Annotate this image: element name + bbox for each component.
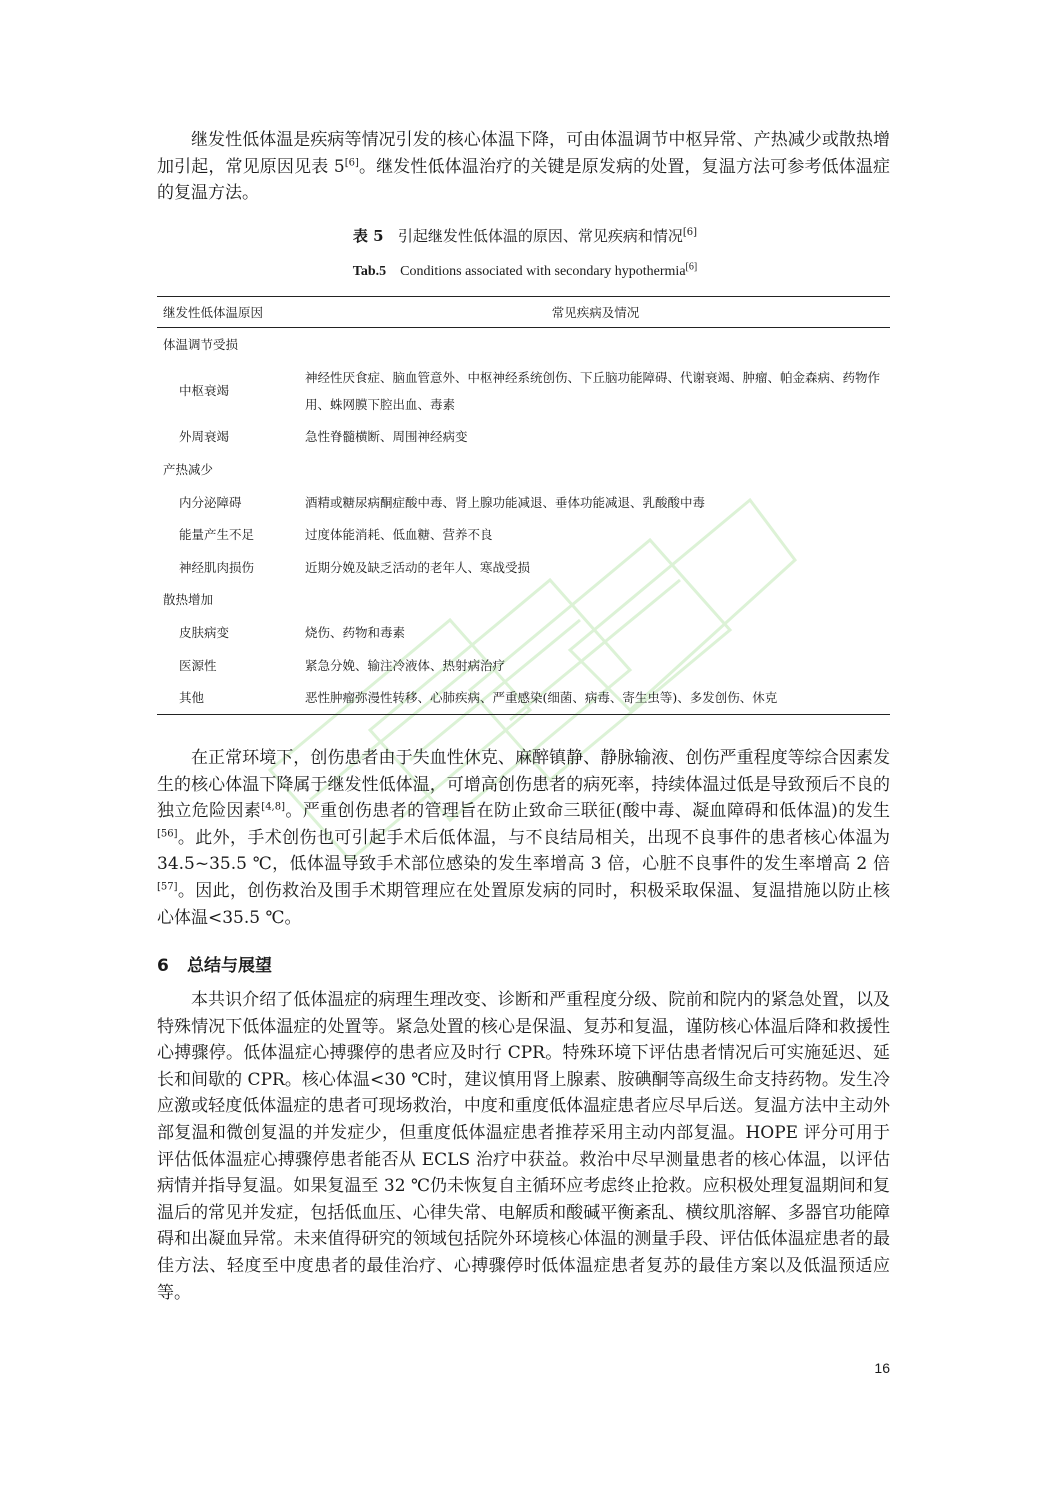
cause-cell: 神经肌肉损伤	[179, 559, 255, 575]
page-number: 16	[874, 1360, 890, 1376]
cause-cell: 医源性	[179, 657, 217, 673]
conditions-cell	[295, 584, 890, 617]
trauma-paragraph: 在正常环境下，创伤患者由于失血性休克、麻醉镇静、静脉输液、创伤严重程度等综合因素发生的核心体温下降属于继发性低体温，可增高创伤患者的病死率，持续体温过低是导致预后不良的独立危险因素[4,8]。严重创伤患者的管理旨在防止致命三联征(酸中毒、凝血障碍和低体温)的发生[56]。此外，手术创伤也可引起手术后低体温，与不良结局相关，出现不良事件的患者核心体温为 34.5~35.5 ℃，低体温导致手术部位感染的发生率增高 3 倍，心脏不良事件的发生率增高 2 倍[57]。因此，创伤救治及围手术期管理应在处置原发病的同时，积极采取保温、复温措施以防止核心体温<35.5 ℃。	[157, 748, 891, 928]
section-heading	[157, 951, 272, 976]
conditions-cell	[295, 328, 890, 361]
cause-cell: 中枢衰竭	[179, 383, 230, 399]
table-row	[157, 681, 890, 714]
table-row	[157, 421, 890, 454]
cause-cell: 能量产生不足	[179, 527, 255, 543]
table-row	[157, 518, 890, 551]
conditions-cell	[295, 453, 890, 486]
cause-cell: 产热减少	[163, 461, 214, 477]
cause-cell: 皮肤病变	[179, 624, 230, 640]
table-header-row	[157, 297, 890, 328]
conditions-cell: 神经性厌食症、脑血管意外、中枢神经系统创伤、下丘脑功能障碍、代谢衰竭、肿瘤、帕金森病、药物作用、蛛网膜下腔出血、毒素	[305, 369, 881, 412]
conditions-cell: 急性脊髓横断、周围神经病变	[305, 429, 468, 445]
table-category-row	[157, 453, 890, 486]
table-row	[157, 486, 890, 519]
conditions-cell: 烧伤、药物和毒素	[305, 624, 406, 640]
conditions-cell: 酒精或糖尿病酮症酸中毒、肾上腺功能减退、垂体功能减退、乳酸酸中毒	[305, 494, 706, 510]
header-cause: 继发性低体温原因	[157, 297, 295, 328]
cause-cell: 内分泌障碍	[179, 494, 242, 510]
cause-cell: 体温调节受损	[163, 336, 239, 352]
conditions-cell: 紧急分娩、输注冷液体、热射病治疗	[305, 657, 506, 673]
conditions-cell: 过度体能消耗、低血糖、营养不良	[305, 527, 493, 543]
intro-paragraph: 继发性低体温是疾病等情况引发的核心体温下降，可由体温调节中枢异常、产热减少或散热增加引起，常见原因见表 5[6]。继发性低体温治疗的关键是原发病的处置，复温方法可参考低体温症的复温方法。	[157, 130, 890, 204]
table-row	[157, 361, 890, 421]
cause-cell: 外周衰竭	[179, 429, 230, 445]
conditions-cell: 恶性肿瘤弥漫性转移、心肺疾病、严重感染(细菌、病毒、寄生虫等)、多发创伤、休克	[295, 681, 890, 714]
summary-paragraph: 本共识介绍了低体温症的病理生理改变、诊断和严重程度分级、院前和院内的紧急处置，以及特殊情况下低体温症的处置等。紧急处置的核心是保温、复苏和复温，谨防核心体温后降和救援性心搏骤停。低体温症心搏骤停的患者应及时行 CPR。特殊环境下评估患者情况后可实施延迟、延长和间歇的 CPR。核心体温<30 ℃时，建议慎用肾上腺素、胺碘酮等高级生命支持药物。发生冷应激或轻度低体温症的患者可现场救治，中度和重度低体温症患者应尽早后送。复温方法中主动外部复温和微创复温的并发症少，但重度低体温症患者推荐采用主动内部复温。HOPE 评分可用于评估低体温症心搏骤停患者能否从 ECLS 治疗中获益。救治中尽早测量患者的核心体温，以评估病情并指导复温。如果复温至 32 ℃仍未恢复自主循环应考虑终止抢救。应积极处理复温期间和复温后的常见并发症，包括低血压、心律失常、电解质和酸碱平衡紊乱、横纹肌溶解、多器官功能障碍和出凝血异常。未来值得研究的领域包括院外环境核心体温的测量手段、评估低体温症患者的最佳方法、轻度至中度患者的最佳治疗、心搏骤停时低体温症患者复苏的最佳方案以及低温预适应等。	[157, 990, 890, 1303]
header-conditions: 常见疾病及情况	[295, 297, 890, 328]
table-row	[157, 649, 890, 682]
section-title: 总结与展望	[187, 956, 272, 976]
table-row	[157, 616, 890, 649]
section-number: 6	[157, 956, 169, 976]
table-caption-en: Tab.5 Conditions associated with secondary hypothermia[6]	[352, 261, 698, 279]
table-category-row	[157, 584, 890, 617]
cause-cell: 其他	[157, 681, 295, 714]
conditions-cell: 近期分娩及缺乏活动的老年人、寒战受损	[305, 559, 531, 575]
table-row	[157, 551, 890, 584]
cause-cell: 散热增加	[163, 592, 214, 608]
hypothermia-causes-table	[157, 296, 890, 715]
table-caption-zh: 表 5 引起继发性低体温的原因、常见疾病和情况[6]	[352, 227, 698, 245]
table-category-row	[157, 328, 890, 361]
